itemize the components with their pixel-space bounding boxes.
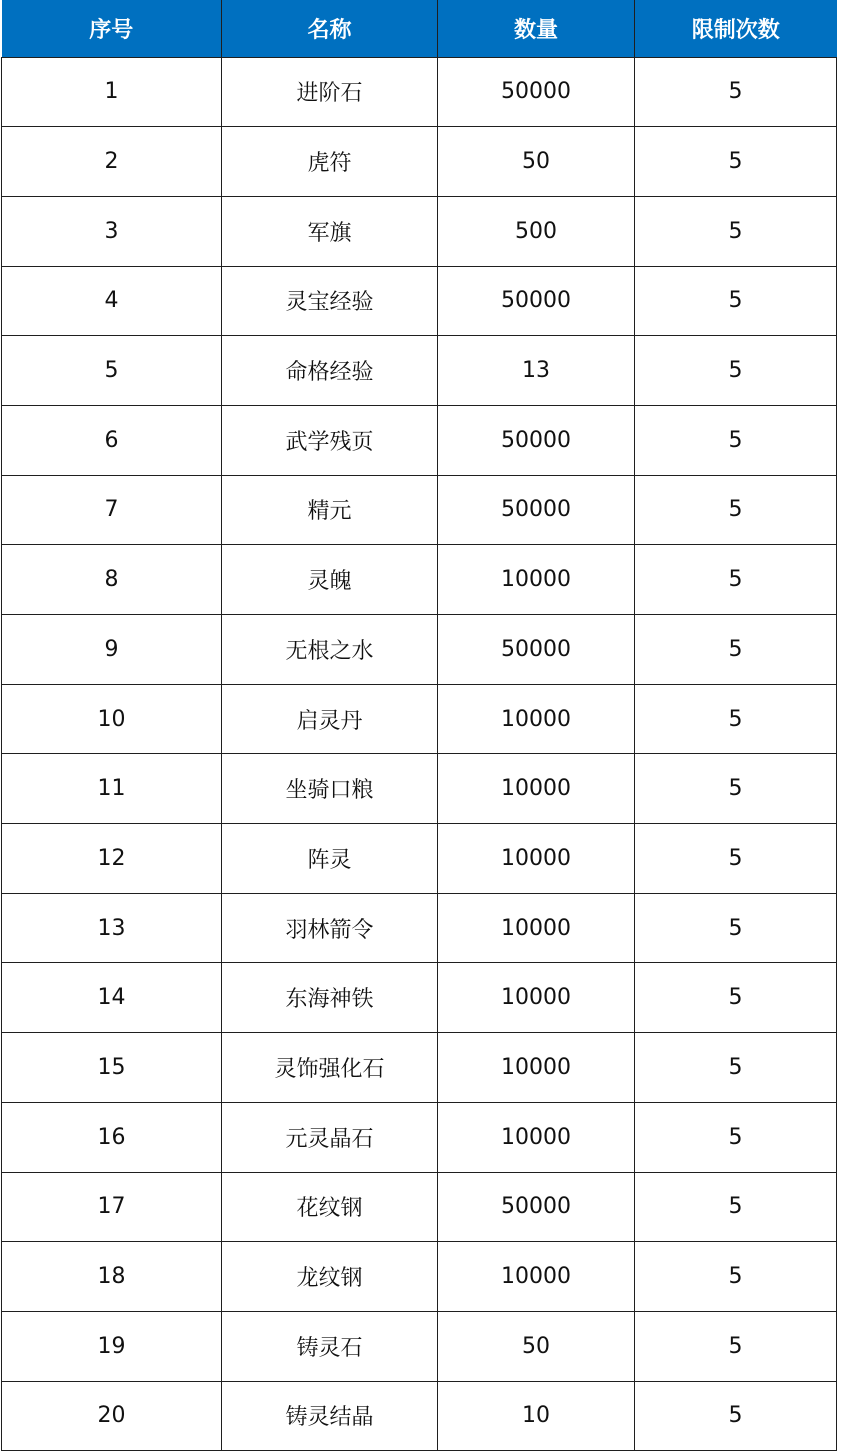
table-row bbox=[2, 754, 837, 824]
cell-limit: 5 bbox=[635, 196, 837, 266]
table-row bbox=[2, 1242, 837, 1312]
cell-index: 14 bbox=[2, 963, 222, 1033]
cell-index: 11 bbox=[2, 754, 222, 824]
cell-quantity: 10000 bbox=[438, 754, 635, 824]
cell-index: 19 bbox=[2, 1311, 222, 1381]
cell-limit: 5 bbox=[635, 1242, 837, 1312]
cell-name: 命格经验 bbox=[222, 336, 438, 406]
cell-name: 武学残页 bbox=[222, 405, 438, 475]
cell-quantity: 10000 bbox=[438, 824, 635, 894]
cell-quantity: 10000 bbox=[438, 893, 635, 963]
cell-name: 花纹钢 bbox=[222, 1172, 438, 1242]
column-header-name: 名称 bbox=[222, 0, 438, 57]
table-row bbox=[2, 824, 837, 894]
cell-quantity: 500 bbox=[438, 196, 635, 266]
cell-limit: 5 bbox=[635, 684, 837, 754]
cell-name: 铸灵结晶 bbox=[222, 1381, 438, 1451]
cell-limit: 5 bbox=[635, 1381, 837, 1451]
cell-index: 6 bbox=[2, 405, 222, 475]
cell-index: 13 bbox=[2, 893, 222, 963]
cell-name: 羽林箭令 bbox=[222, 893, 438, 963]
cell-quantity: 10000 bbox=[438, 963, 635, 1033]
cell-index: 12 bbox=[2, 824, 222, 894]
cell-limit: 5 bbox=[635, 893, 837, 963]
cell-quantity: 50000 bbox=[438, 266, 635, 336]
cell-quantity: 50 bbox=[438, 127, 635, 197]
table-row bbox=[2, 336, 837, 406]
table-row bbox=[2, 475, 837, 545]
table-row bbox=[2, 1172, 837, 1242]
table-row bbox=[2, 57, 837, 127]
item-table-container bbox=[1, 0, 836, 1451]
cell-limit: 5 bbox=[635, 266, 837, 336]
cell-index: 4 bbox=[2, 266, 222, 336]
cell-quantity: 10000 bbox=[438, 684, 635, 754]
cell-name: 元灵晶石 bbox=[222, 1102, 438, 1172]
table-row bbox=[2, 1102, 837, 1172]
cell-limit: 5 bbox=[635, 615, 837, 685]
table-row bbox=[2, 127, 837, 197]
column-header-limit: 限制次数 bbox=[635, 0, 837, 57]
table-row bbox=[2, 196, 837, 266]
table-row bbox=[2, 893, 837, 963]
cell-name: 军旗 bbox=[222, 196, 438, 266]
cell-index: 3 bbox=[2, 196, 222, 266]
cell-name: 灵魄 bbox=[222, 545, 438, 615]
cell-limit: 5 bbox=[635, 1172, 837, 1242]
cell-quantity: 10000 bbox=[438, 1033, 635, 1103]
cell-quantity: 10000 bbox=[438, 545, 635, 615]
cell-index: 8 bbox=[2, 545, 222, 615]
cell-limit: 5 bbox=[635, 475, 837, 545]
cell-quantity: 10000 bbox=[438, 1242, 635, 1312]
cell-index: 15 bbox=[2, 1033, 222, 1103]
cell-limit: 5 bbox=[635, 127, 837, 197]
cell-name: 铸灵石 bbox=[222, 1311, 438, 1381]
table-row bbox=[2, 1311, 837, 1381]
cell-limit: 5 bbox=[635, 545, 837, 615]
cell-index: 18 bbox=[2, 1242, 222, 1312]
cell-quantity: 10 bbox=[438, 1381, 635, 1451]
cell-quantity: 10000 bbox=[438, 1102, 635, 1172]
cell-name: 进阶石 bbox=[222, 57, 438, 127]
cell-limit: 5 bbox=[635, 963, 837, 1033]
cell-limit: 5 bbox=[635, 754, 837, 824]
item-table bbox=[1, 0, 837, 1451]
cell-name: 启灵丹 bbox=[222, 684, 438, 754]
table-row bbox=[2, 405, 837, 475]
cell-index: 2 bbox=[2, 127, 222, 197]
cell-name: 灵饰强化石 bbox=[222, 1033, 438, 1103]
cell-limit: 5 bbox=[635, 824, 837, 894]
cell-name: 龙纹钢 bbox=[222, 1242, 438, 1312]
cell-name: 坐骑口粮 bbox=[222, 754, 438, 824]
cell-index: 7 bbox=[2, 475, 222, 545]
table-row bbox=[2, 266, 837, 336]
cell-index: 10 bbox=[2, 684, 222, 754]
cell-name: 阵灵 bbox=[222, 824, 438, 894]
cell-index: 9 bbox=[2, 615, 222, 685]
column-header-quantity: 数量 bbox=[438, 0, 635, 57]
cell-quantity: 50000 bbox=[438, 1172, 635, 1242]
table-header-row bbox=[2, 0, 837, 57]
cell-index: 17 bbox=[2, 1172, 222, 1242]
cell-name: 虎符 bbox=[222, 127, 438, 197]
cell-limit: 5 bbox=[635, 57, 837, 127]
cell-index: 1 bbox=[2, 57, 222, 127]
cell-name: 精元 bbox=[222, 475, 438, 545]
cell-name: 无根之水 bbox=[222, 615, 438, 685]
cell-quantity: 50000 bbox=[438, 615, 635, 685]
cell-name: 灵宝经验 bbox=[222, 266, 438, 336]
table-row bbox=[2, 684, 837, 754]
cell-quantity: 50000 bbox=[438, 475, 635, 545]
cell-index: 20 bbox=[2, 1381, 222, 1451]
table-row bbox=[2, 615, 837, 685]
cell-quantity: 50000 bbox=[438, 405, 635, 475]
cell-limit: 5 bbox=[635, 1033, 837, 1103]
table-row bbox=[2, 1381, 837, 1451]
column-header-index: 序号 bbox=[2, 0, 222, 57]
cell-limit: 5 bbox=[635, 1311, 837, 1381]
cell-index: 16 bbox=[2, 1102, 222, 1172]
cell-name: 东海神铁 bbox=[222, 963, 438, 1033]
cell-quantity: 50 bbox=[438, 1311, 635, 1381]
cell-limit: 5 bbox=[635, 1102, 837, 1172]
cell-quantity: 50000 bbox=[438, 57, 635, 127]
cell-limit: 5 bbox=[635, 405, 837, 475]
table-row bbox=[2, 963, 837, 1033]
cell-limit: 5 bbox=[635, 336, 837, 406]
cell-index: 5 bbox=[2, 336, 222, 406]
table-row bbox=[2, 545, 837, 615]
cell-quantity: 13 bbox=[438, 336, 635, 406]
table-row bbox=[2, 1033, 837, 1103]
